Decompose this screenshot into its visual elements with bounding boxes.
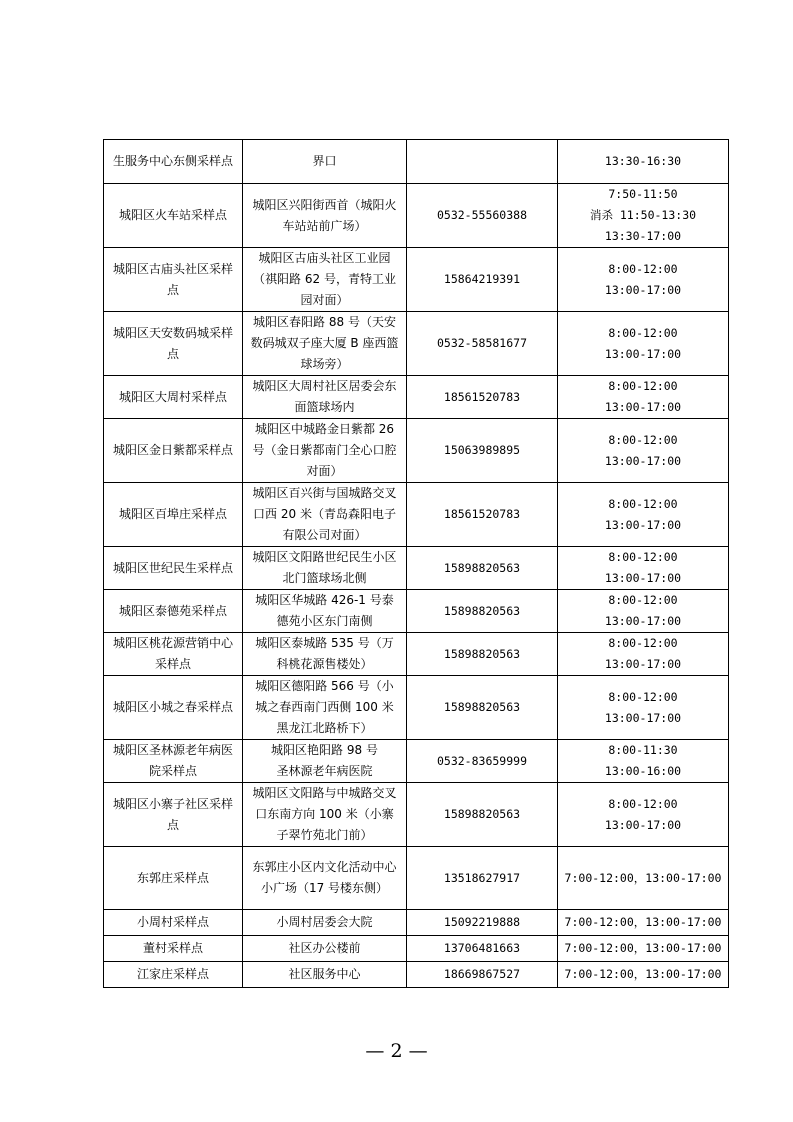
site-hours-cell: 8:00-12:00 13:00-17:00: [558, 547, 729, 590]
site-name-cell: 董村采样点: [104, 936, 243, 962]
site-hours-cell: 8:00-12:00 13:00-17:00: [558, 676, 729, 740]
site-phone-cell: 13706481663: [407, 936, 558, 962]
site-phone-cell: 18669867527: [407, 962, 558, 988]
site-hours-cell: 8:00-12:00 13:00-17:00: [558, 419, 729, 483]
site-hours-cell: 8:00-12:00 13:00-17:00: [558, 783, 729, 847]
site-address-cell: 城阳区文阳路与中城路交叉口东南方向 100 米（小寨子翠竹苑北门前）: [243, 783, 407, 847]
site-address-cell: 城阳区古庙头社区工业园（祺阳路 62 号，青特工业园对面）: [243, 248, 407, 312]
site-hours-cell: 7:50-11:50 消杀 11:50-13:30 13:30-17:00: [558, 184, 729, 248]
site-name-cell: 城阳区桃花源营销中心采样点: [104, 633, 243, 676]
site-hours-cell: 13:30-16:30: [558, 140, 729, 184]
site-hours-cell: 8:00-12:00 13:00-17:00: [558, 483, 729, 547]
site-hours-cell: 7:00-12:00，13:00-17:00: [558, 847, 729, 910]
site-address-cell: 城阳区艳阳路 98 号 圣林源老年病医院: [243, 740, 407, 783]
site-name-cell: 城阳区天安数码城采样点: [104, 312, 243, 376]
site-hours-cell: 8:00-12:00 13:00-17:00: [558, 376, 729, 419]
site-phone-cell: 15864219391: [407, 248, 558, 312]
site-name-cell: 城阳区百埠庄采样点: [104, 483, 243, 547]
site-name-cell: 生服务中心东侧采样点: [104, 140, 243, 184]
site-phone-cell: 15092219888: [407, 910, 558, 936]
site-hours-cell: 7:00-12:00，13:00-17:00: [558, 910, 729, 936]
site-hours-cell: 7:00-12:00，13:00-17:00: [558, 936, 729, 962]
site-address-cell: 城阳区百兴街与国城路交叉口西 20 米（青岛森阳电子有限公司对面）: [243, 483, 407, 547]
table-row: [104, 483, 729, 547]
site-name-cell: 城阳区火车站采样点: [104, 184, 243, 248]
site-address-cell: 城阳区兴阳街西首（城阳火车站站前广场）: [243, 184, 407, 248]
site-name-cell: 城阳区圣林源老年病医院采样点: [104, 740, 243, 783]
site-phone-cell: [407, 140, 558, 184]
table-row: [104, 962, 729, 988]
site-address-cell: 城阳区中城路金日紫都 26 号（金日紫都南门全心口腔对面）: [243, 419, 407, 483]
table-row: [104, 590, 729, 633]
table-row: [104, 140, 729, 184]
table-row: [104, 633, 729, 676]
site-phone-cell: 0532-83659999: [407, 740, 558, 783]
site-phone-cell: 15063989895: [407, 419, 558, 483]
sampling-site-table: [103, 139, 729, 988]
site-phone-cell: 15898820563: [407, 547, 558, 590]
site-phone-cell: 0532-55560388: [407, 184, 558, 248]
table-row: [104, 248, 729, 312]
site-address-cell: 城阳区华城路 426-1 号泰德苑小区东门南侧: [243, 590, 407, 633]
site-address-cell: 界口: [243, 140, 407, 184]
site-name-cell: 城阳区古庙头社区采样点: [104, 248, 243, 312]
site-address-cell: 东郭庄小区内文化活动中心小广场（17 号楼东侧）: [243, 847, 407, 910]
site-phone-cell: 13518627917: [407, 847, 558, 910]
table-row: [104, 312, 729, 376]
table-row: [104, 184, 729, 248]
site-address-cell: 城阳区春阳路 88 号（天安数码城双子座大厦 B 座西篮球场旁）: [243, 312, 407, 376]
table-row: [104, 910, 729, 936]
site-phone-cell: 18561520783: [407, 376, 558, 419]
site-phone-cell: 15898820563: [407, 783, 558, 847]
table-row: [104, 547, 729, 590]
table-row: [104, 676, 729, 740]
site-name-cell: 城阳区金日紫都采样点: [104, 419, 243, 483]
site-hours-cell: 8:00-12:00 13:00-17:00: [558, 590, 729, 633]
site-name-cell: 城阳区世纪民生采样点: [104, 547, 243, 590]
site-address-cell: 小周村居委会大院: [243, 910, 407, 936]
site-hours-cell: 8:00-12:00 13:00-17:00: [558, 248, 729, 312]
table-row: [104, 419, 729, 483]
site-name-cell: 城阳区大周村采样点: [104, 376, 243, 419]
site-address-cell: 城阳区大周村社区居委会东面篮球场内: [243, 376, 407, 419]
table-row: [104, 783, 729, 847]
site-phone-cell: 15898820563: [407, 590, 558, 633]
site-phone-cell: 18561520783: [407, 483, 558, 547]
table-row: [104, 936, 729, 962]
site-address-cell: 城阳区德阳路 566 号（小城之春西南门西侧 100 米黑龙江北路桥下）: [243, 676, 407, 740]
site-address-cell: 社区办公楼前: [243, 936, 407, 962]
table-row: [104, 740, 729, 783]
site-phone-cell: 15898820563: [407, 676, 558, 740]
site-address-cell: 城阳区文阳路世纪民生小区北门篮球场北侧: [243, 547, 407, 590]
sampling-site-table-body: [104, 140, 729, 988]
site-hours-cell: 8:00-12:00 13:00-17:00: [558, 312, 729, 376]
site-hours-cell: 8:00-12:00 13:00-17:00: [558, 633, 729, 676]
site-address-cell: 城阳区泰城路 535 号（万科桃花源售楼处）: [243, 633, 407, 676]
site-phone-cell: 15898820563: [407, 633, 558, 676]
site-name-cell: 江家庄采样点: [104, 962, 243, 988]
site-name-cell: 城阳区小寨子社区采样点: [104, 783, 243, 847]
table-row: [104, 847, 729, 910]
site-name-cell: 东郭庄采样点: [104, 847, 243, 910]
site-name-cell: 城阳区小城之春采样点: [104, 676, 243, 740]
site-name-cell: 小周村采样点: [104, 910, 243, 936]
site-name-cell: 城阳区泰德苑采样点: [104, 590, 243, 633]
site-hours-cell: 8:00-11:30 13:00-16:00: [558, 740, 729, 783]
site-hours-cell: 7:00-12:00，13:00-17:00: [558, 962, 729, 988]
site-phone-cell: 0532-58581677: [407, 312, 558, 376]
table-row: [104, 376, 729, 419]
site-address-cell: 社区服务中心: [243, 962, 407, 988]
page-number: — 2 —: [365, 1040, 428, 1062]
